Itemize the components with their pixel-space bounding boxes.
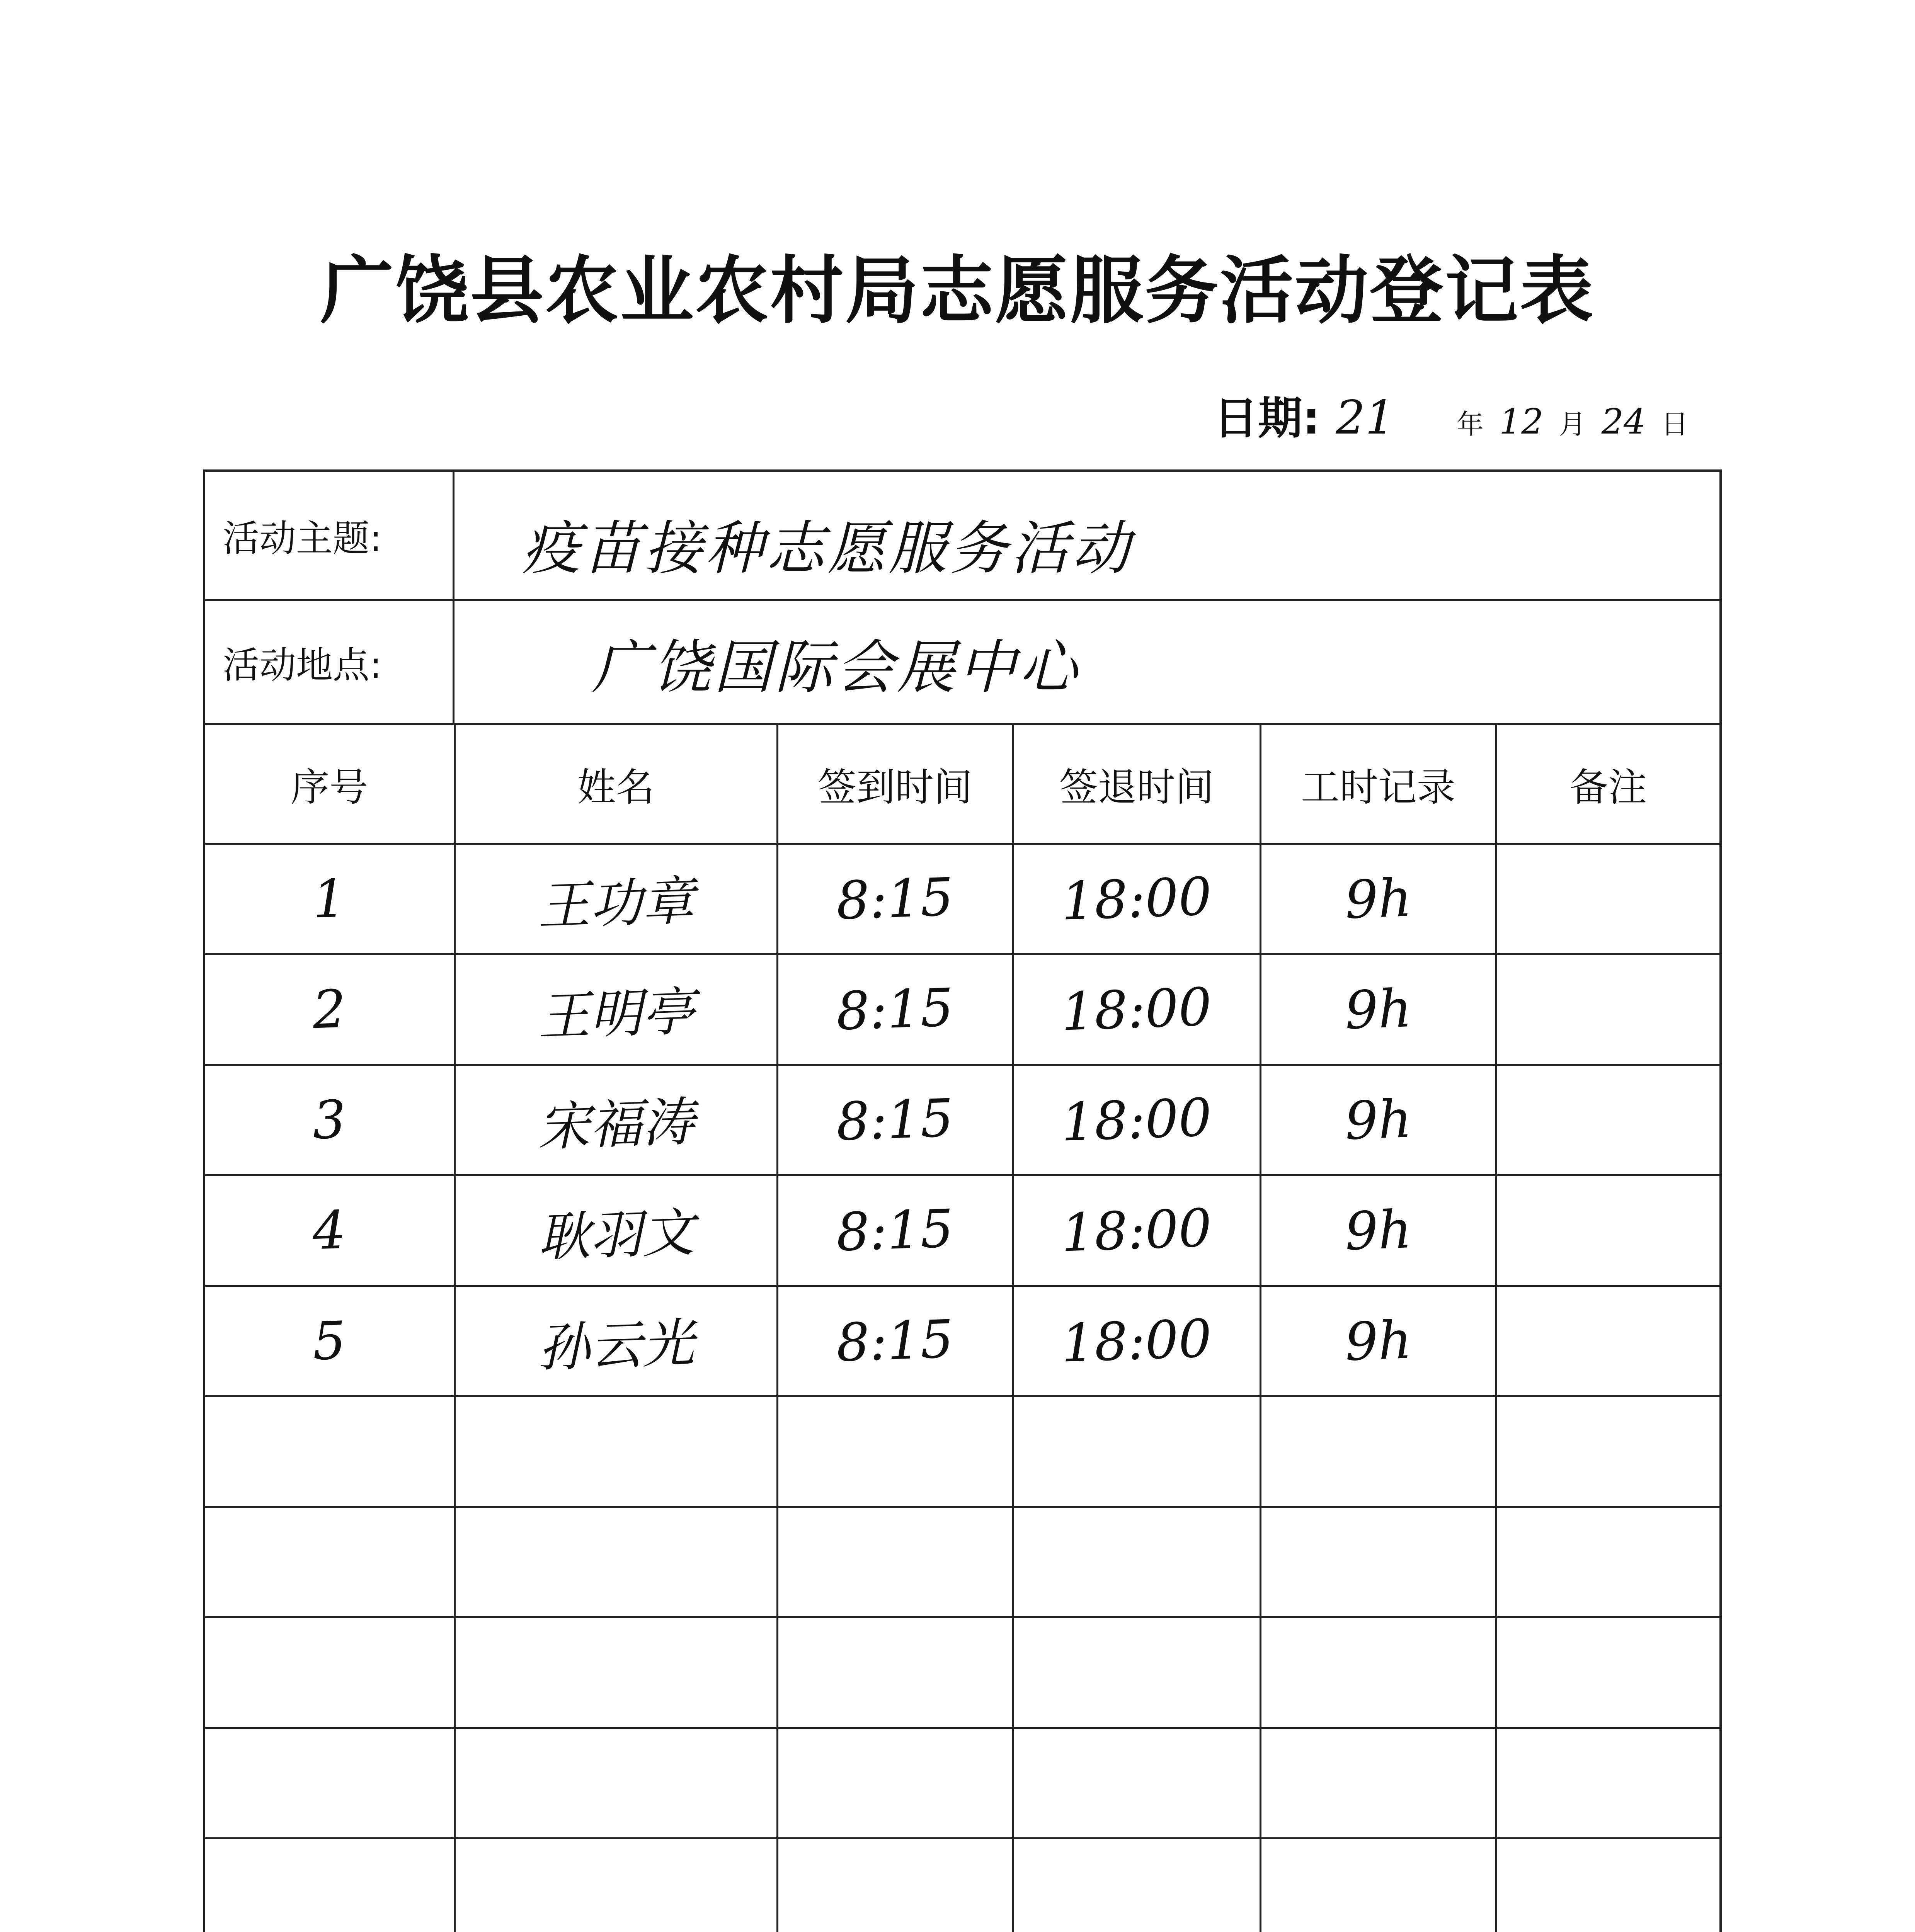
cell-text: 3 xyxy=(312,1089,347,1151)
table-cell xyxy=(1013,1286,1260,1396)
table-cell xyxy=(1013,1065,1260,1175)
table-cell xyxy=(454,844,777,954)
cell-text: 9h xyxy=(1343,867,1413,930)
table-cell xyxy=(777,1065,1013,1175)
registration-sheet xyxy=(203,469,1722,1932)
table-cell xyxy=(1496,1617,1719,1728)
table-cell xyxy=(1260,954,1496,1065)
table-cell xyxy=(1013,1396,1260,1507)
table-row xyxy=(205,1507,1719,1617)
theme-value: 疫苗接种志愿服务活动 xyxy=(522,515,1133,582)
table-cell xyxy=(205,954,454,1065)
table-cell xyxy=(1496,1065,1719,1175)
table-cell xyxy=(1260,1286,1496,1396)
cell-text: 8:15 xyxy=(835,1308,955,1374)
column-header: 工时记录 xyxy=(1260,725,1496,844)
theme-label: 活动主题: xyxy=(205,472,454,599)
date-label: 日期: xyxy=(1214,393,1320,444)
table-row xyxy=(205,1617,1719,1728)
table-cell xyxy=(205,1617,454,1728)
date-month-unit: 月 xyxy=(1559,408,1586,440)
cell-text: 8:15 xyxy=(835,1087,955,1153)
cell-text: 9h xyxy=(1343,978,1413,1041)
table-cell xyxy=(1260,1838,1496,1932)
table-cell xyxy=(777,1838,1013,1932)
table-cell xyxy=(454,1728,777,1838)
cell-text: 9h xyxy=(1343,1199,1413,1262)
table-cell xyxy=(777,844,1013,954)
cell-text: 18:00 xyxy=(1060,866,1213,932)
table-row xyxy=(205,954,1719,1065)
cell-text: 王明亭 xyxy=(536,981,696,1047)
table-cell xyxy=(205,1065,454,1175)
table-cell xyxy=(1260,1396,1496,1507)
cell-text: 2 xyxy=(312,978,347,1041)
table-cell xyxy=(1496,1286,1719,1396)
cell-text: 8:15 xyxy=(835,977,955,1042)
table-row xyxy=(205,1396,1719,1507)
column-header: 备注 xyxy=(1496,725,1719,844)
cell-text: 18:00 xyxy=(1060,1308,1213,1374)
location-label: 活动地点: xyxy=(205,601,454,723)
cell-text: 4 xyxy=(312,1199,347,1262)
table-cell xyxy=(1496,954,1719,1065)
table-cell xyxy=(205,844,454,954)
table-cell xyxy=(1013,1507,1260,1617)
table-cell xyxy=(1013,1838,1260,1932)
table-cell xyxy=(777,954,1013,1065)
table-row xyxy=(205,1286,1719,1396)
theme-row xyxy=(205,472,1719,601)
volunteer-table xyxy=(205,725,1719,1932)
date-day-value: 24 xyxy=(1601,401,1646,442)
table-row xyxy=(205,1065,1719,1175)
column-header: 签退时间 xyxy=(1013,725,1260,844)
date-day-unit: 日 xyxy=(1661,408,1689,440)
table-cell xyxy=(1013,1175,1260,1286)
date-year-value: 21 xyxy=(1336,391,1395,445)
table-header-row xyxy=(205,725,1719,844)
table-cell xyxy=(777,1175,1013,1286)
cell-text: 1 xyxy=(312,868,347,930)
date-year-unit: 年 xyxy=(1456,408,1484,440)
table-cell xyxy=(454,1838,777,1932)
cell-text: 9h xyxy=(1343,1088,1413,1151)
table-cell xyxy=(1260,1728,1496,1838)
table-cell xyxy=(1496,1507,1719,1617)
table-cell xyxy=(777,1507,1013,1617)
column-header: 签到时间 xyxy=(777,725,1013,844)
table-cell xyxy=(205,1838,454,1932)
cell-text: 18:00 xyxy=(1060,1087,1213,1153)
table-cell xyxy=(454,1507,777,1617)
table-cell xyxy=(454,1617,777,1728)
table-cell xyxy=(1260,1507,1496,1617)
table-cell xyxy=(1496,1728,1719,1838)
date-month-value: 12 xyxy=(1499,401,1544,442)
cell-text: 18:00 xyxy=(1060,1197,1213,1264)
column-header: 序号 xyxy=(205,725,454,844)
cell-text: 5 xyxy=(312,1310,347,1372)
date-line xyxy=(1214,383,1688,446)
table-cell xyxy=(1013,954,1260,1065)
location-row xyxy=(205,601,1719,725)
cell-text: 孙云光 xyxy=(536,1312,696,1379)
table-cell xyxy=(454,1396,777,1507)
table-cell xyxy=(454,1286,777,1396)
table-row xyxy=(205,1838,1719,1932)
table-row xyxy=(205,844,1719,954)
table-body xyxy=(205,844,1719,1932)
table-cell xyxy=(1260,1065,1496,1175)
table-cell xyxy=(1496,1838,1719,1932)
table-cell xyxy=(454,1175,777,1286)
location-value: 广饶国际会展中心 xyxy=(592,634,1081,701)
table-cell xyxy=(454,954,777,1065)
cell-text: 宋福涛 xyxy=(536,1091,696,1158)
table-cell xyxy=(205,1396,454,1507)
cell-text: 8:15 xyxy=(835,1198,955,1263)
table-cell xyxy=(1496,1396,1719,1507)
cell-text: 8:15 xyxy=(835,866,955,932)
cell-text: 王功章 xyxy=(536,870,696,937)
table-cell xyxy=(777,1396,1013,1507)
table-cell xyxy=(777,1728,1013,1838)
table-row xyxy=(205,1728,1719,1838)
table-cell xyxy=(1013,1617,1260,1728)
table-cell xyxy=(1260,1175,1496,1286)
table-cell xyxy=(454,1065,777,1175)
table-cell xyxy=(1496,1175,1719,1286)
table-cell xyxy=(1496,844,1719,954)
table-cell xyxy=(205,1728,454,1838)
table-cell xyxy=(1260,844,1496,954)
table-cell xyxy=(777,1617,1013,1728)
cell-text: 耿羽文 xyxy=(536,1202,696,1268)
table-cell xyxy=(1013,1728,1260,1838)
cell-text: 9h xyxy=(1343,1310,1413,1372)
table-cell xyxy=(777,1286,1013,1396)
table-cell xyxy=(205,1286,454,1396)
table-cell xyxy=(205,1175,454,1286)
table-cell xyxy=(1013,844,1260,954)
column-header: 姓名 xyxy=(454,725,777,844)
table-cell xyxy=(1260,1617,1496,1728)
cell-text: 18:00 xyxy=(1060,976,1213,1043)
form-title: 广饶县农业农村局志愿服务活动登记表 xyxy=(320,247,1595,333)
table-cell xyxy=(205,1507,454,1617)
table-row xyxy=(205,1175,1719,1286)
